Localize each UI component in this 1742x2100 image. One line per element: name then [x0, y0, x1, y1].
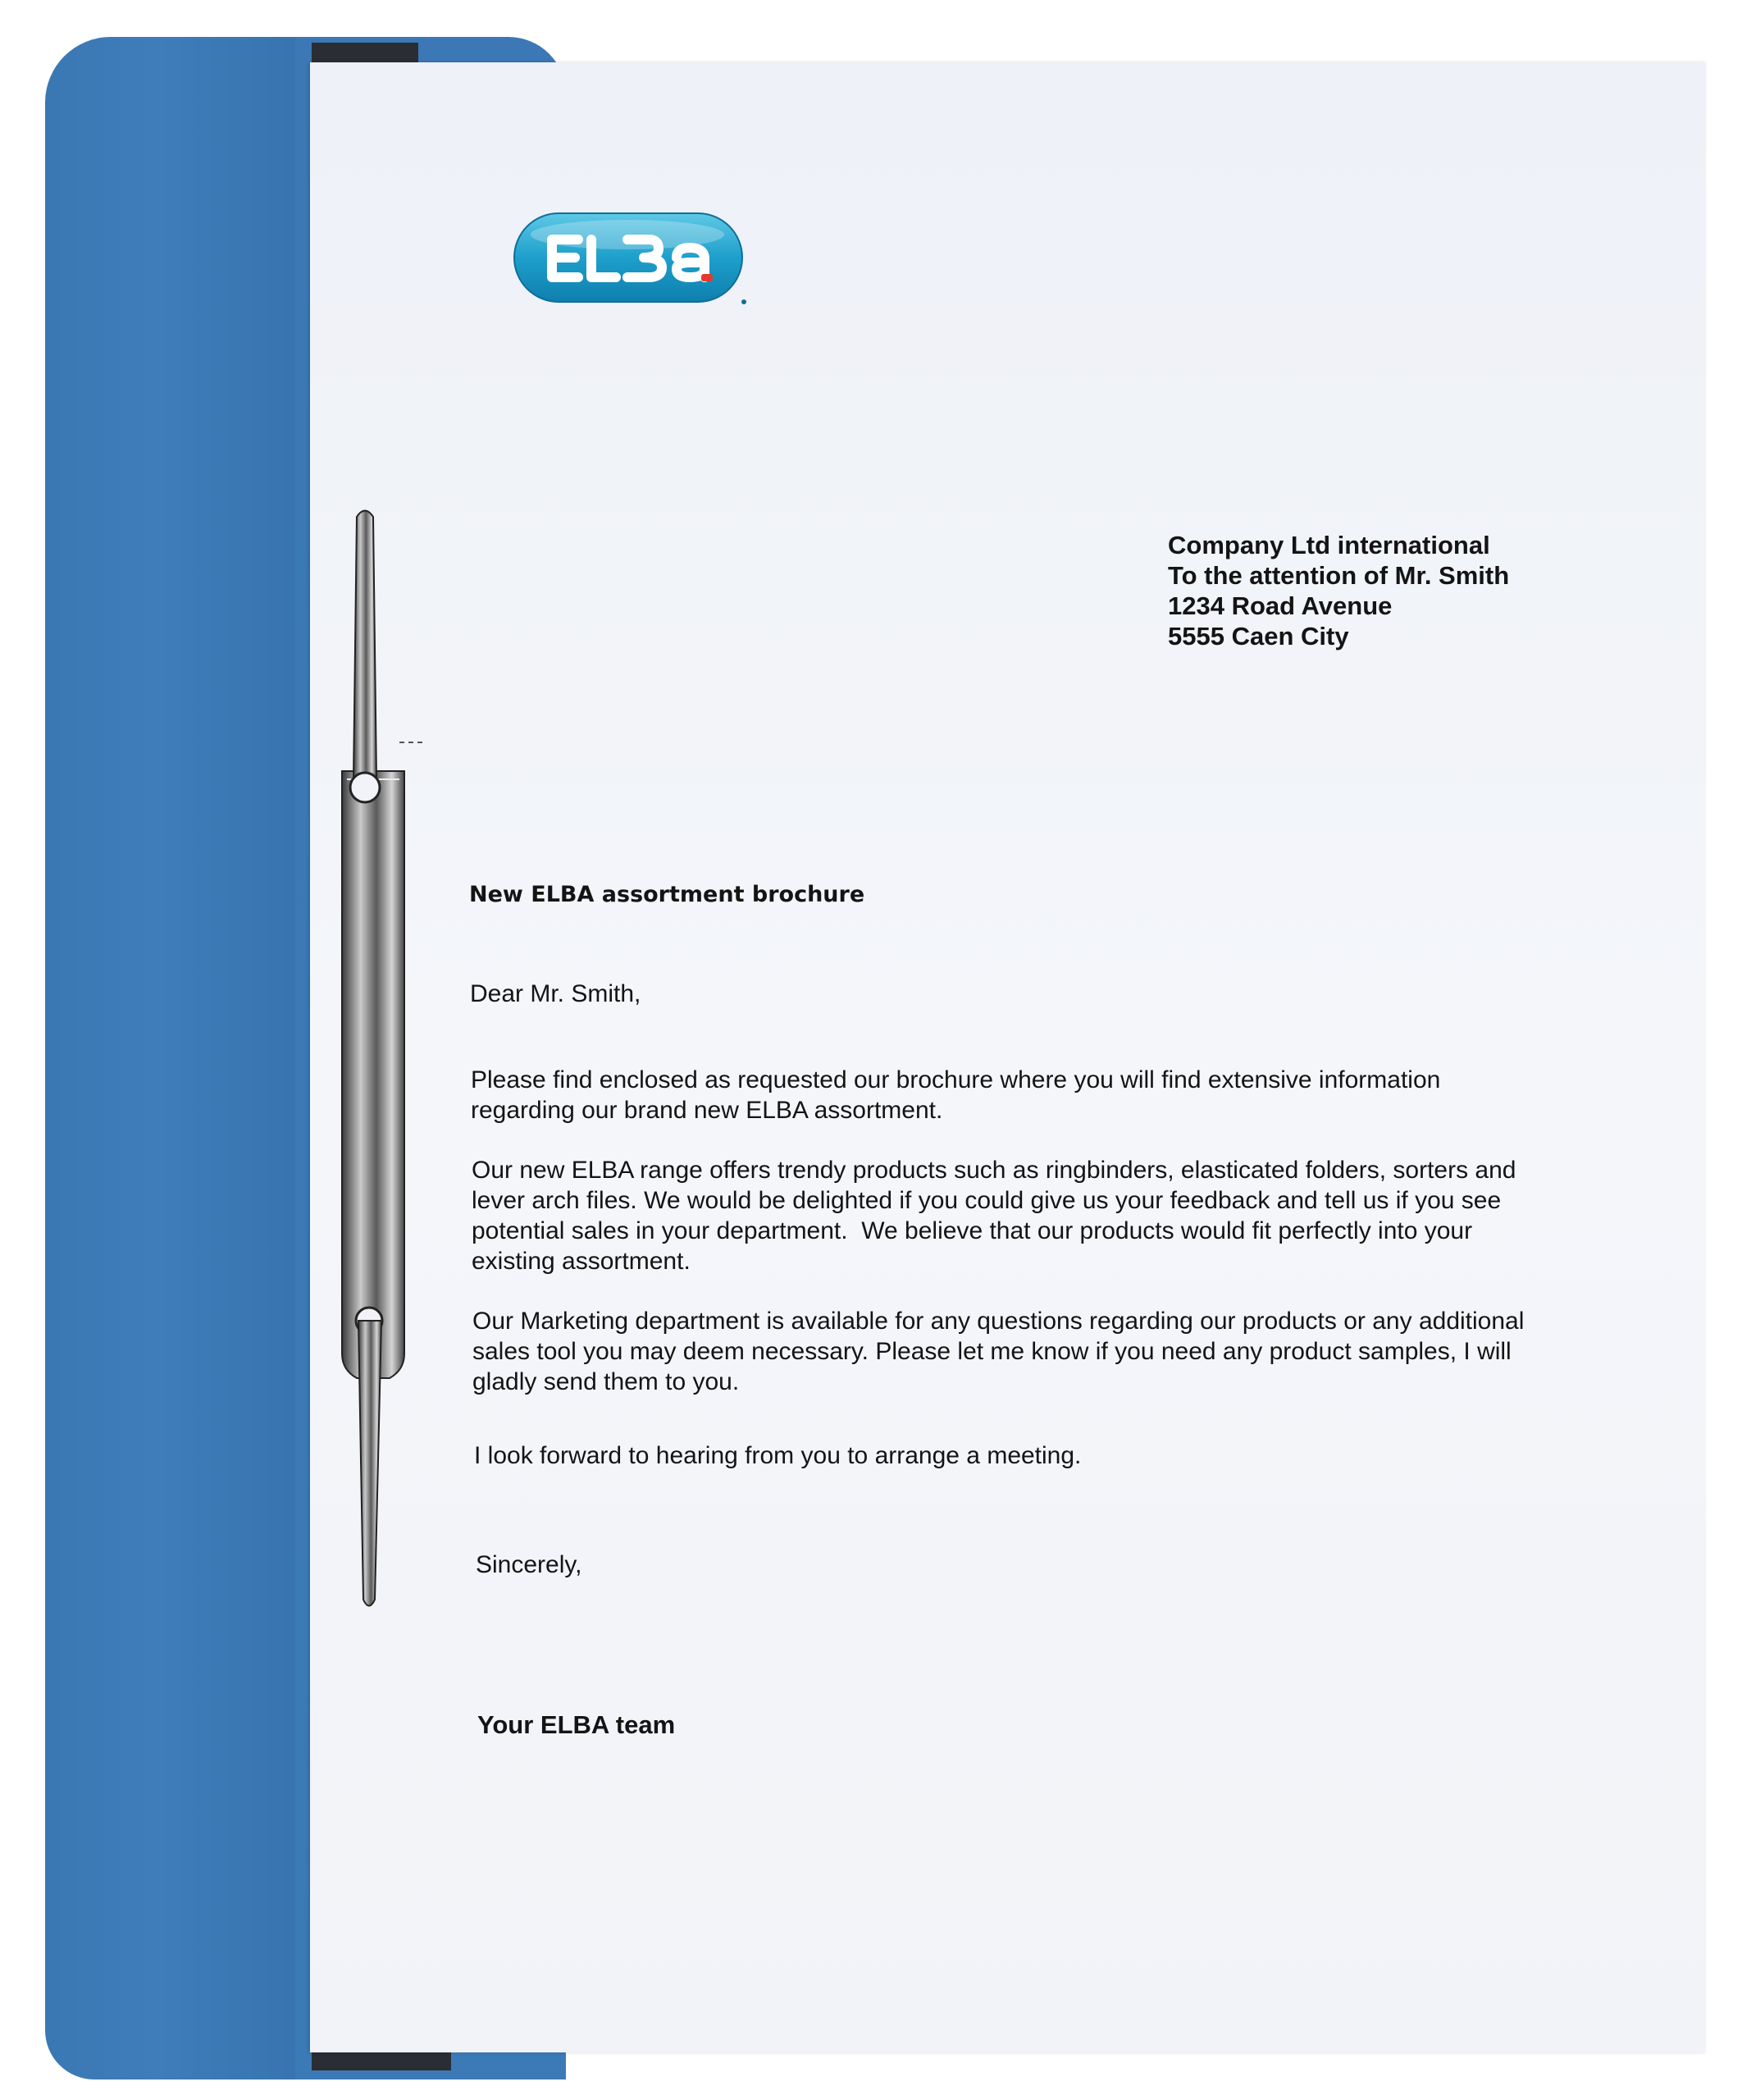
- paragraph-line: existing assortment.: [472, 1248, 691, 1275]
- recipient-attention: To the attention of Mr. Smith: [1168, 561, 1510, 590]
- paragraph-line: lever arch files. We would be delighted if you could give us your feedback and tell us if you see: [472, 1187, 1502, 1214]
- letter-signature: Your ELBA team: [477, 1710, 676, 1739]
- elba-logo: [513, 212, 746, 307]
- paragraph-line: Our Marketing department is available for any questions regarding our products or any additional: [472, 1308, 1525, 1335]
- letter-sheet: [310, 62, 1706, 2052]
- recipient-street: 1234 Road Avenue: [1168, 591, 1393, 620]
- punch-mark: [399, 742, 422, 743]
- paragraph-line: gladly send them to you.: [472, 1368, 740, 1395]
- letter-paragraph-1: [471, 1065, 1635, 1125]
- letter-paragraph-4: [474, 1440, 1639, 1471]
- paragraph-line: Please find enclosed as requested our brochure where you will find extensive information: [471, 1066, 1441, 1093]
- letter-paragraph-2: [472, 1155, 1636, 1276]
- paragraph-line: Our new ELBA range offers trendy products such as ringbinders, elasticated folders, sorters and: [472, 1157, 1516, 1184]
- paragraph-line: sales tool you may deem necessary. Please let me know if you need any product samples, I will: [472, 1338, 1512, 1365]
- flap-edge-top: [312, 43, 418, 62]
- letter-closing: Sincerely,: [476, 1551, 582, 1578]
- recipient-address: [1168, 530, 1509, 651]
- letter-paragraph-3: [472, 1306, 1637, 1397]
- paragraph-line: potential sales in your department. We believe that our products would fit perfectly into your: [472, 1217, 1473, 1244]
- paragraph-line: regarding our brand new ELBA assortment.: [471, 1097, 943, 1124]
- recipient-city: 5555 Caen City: [1168, 622, 1349, 651]
- letter-greeting: Dear Mr. Smith,: [470, 980, 641, 1007]
- recipient-company: Company Ltd international: [1168, 531, 1490, 559]
- metal-fastener: [324, 509, 414, 1608]
- letter-subject: New ELBA assortment brochure: [469, 882, 865, 907]
- folder-cover: [45, 37, 324, 2079]
- paragraph-line: I look forward to hearing from you to arrange a meeting.: [474, 1442, 1082, 1469]
